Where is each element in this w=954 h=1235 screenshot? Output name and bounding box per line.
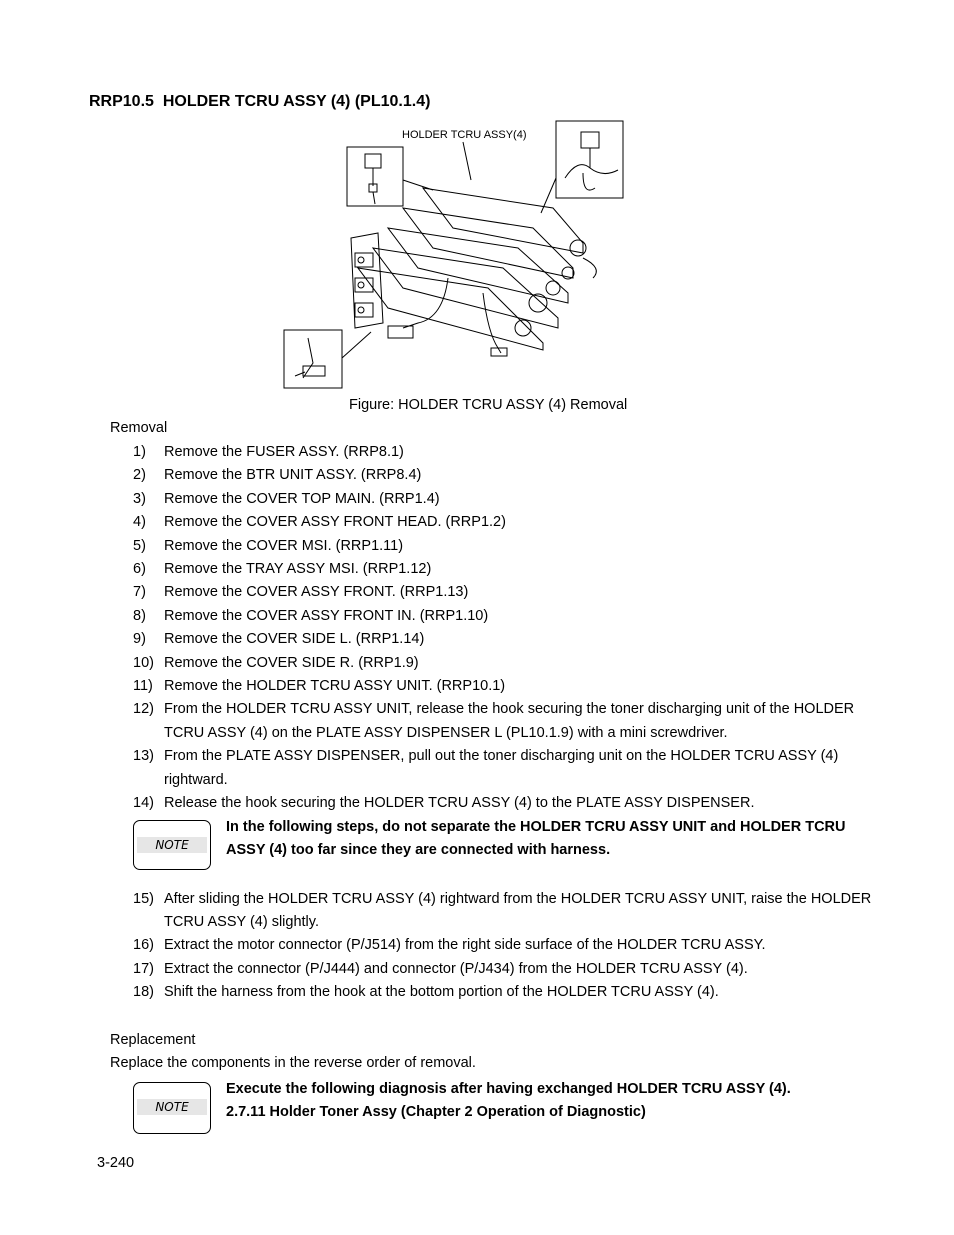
removal-step: 8) Remove the COVER ASSY FRONT IN. (RRP1.10) [133, 607, 489, 624]
removal-step: 4) Remove the COVER ASSY FRONT HEAD. (RRP1.2) [133, 514, 506, 531]
figure-callout-label: HOLDER TCRU ASSY(4) [402, 129, 527, 141]
removal-label: Removal [110, 420, 168, 436]
removal-step: 12) From the HOLDER TCRU ASSY UNIT, release the hook securing the toner discharging unit of the HOLDER TCRU ASSY (4) on the PLATE ASSY DISPENSER L (PL10.1.9) with a mini screwdriver. [133, 701, 855, 741]
note-badge [133, 820, 211, 870]
note-badge [133, 1082, 211, 1134]
removal-step: 13) From the PLATE ASSY DISPENSER, pull out the toner discharging unit on the HOLDER TCRU ASSY (4) rightward. [133, 748, 839, 788]
note-text-block [226, 1078, 866, 1125]
figure-caption: Figure: HOLDER TCRU ASSY (4) Removal [349, 397, 628, 413]
holder-tcru-assy-illustration [283, 118, 628, 390]
replacement-note [133, 1078, 873, 1138]
note-badge-label: NOTE [137, 1099, 207, 1115]
section-heading: RRP10.5 HOLDER TCRU ASSY (4) (PL10.1.4) [89, 93, 431, 110]
note-badge-label: NOTE [137, 837, 207, 853]
removal-steps-list [133, 441, 873, 1005]
removal-step: 7) Remove the COVER ASSY FRONT. (RRP1.13) [133, 584, 469, 601]
removal-step: 2) Remove the BTR UNIT ASSY. (RRP8.4) [133, 467, 422, 484]
replacement-text: Replace the components in the reverse order of removal. [110, 1055, 476, 1071]
note-line-1: Execute the following diagnosis after having exchanged HOLDER TCRU ASSY (4). [226, 1081, 791, 1097]
removal-step: 5) Remove the COVER MSI. (RRP1.11) [133, 537, 404, 554]
removal-step: 16) Extract the motor connector (P/J514) from the right side surface of the HOLDER TCRU ASSY. [133, 937, 766, 954]
removal-step: 18) Shift the harness from the hook at the bottom portion of the HOLDER TCRU ASSY (4). [133, 984, 719, 1001]
removal-step: 10) Remove the COVER SIDE R. (RRP1.9) [133, 654, 419, 671]
holder-tcru-assy-figure [283, 118, 628, 390]
removal-step: 11) Remove the HOLDER TCRU ASSY UNIT. (RRP10.1) [133, 678, 506, 695]
note-text: In the following steps, do not separate the HOLDER TCRU ASSY UNIT and HOLDER TCRU ASSY (4) too far since they are connected with harness. [226, 818, 846, 858]
page-number: 3-240 [97, 1155, 135, 1171]
note-line-2: 2.7.11 Holder Toner Assy (Chapter 2 Operation of Diagnostic) [226, 1104, 646, 1121]
removal-step: 1) Remove the FUSER ASSY. (RRP8.1) [133, 444, 404, 460]
removal-note [133, 816, 873, 888]
removal-step: 6) Remove the TRAY ASSY MSI. (RRP1.12) [133, 561, 432, 578]
removal-step: 17) Extract the connector (P/J444) and connector (P/J434) from the HOLDER TCRU ASSY (4). [133, 960, 748, 977]
removal-step: 9) Remove the COVER SIDE L. (RRP1.14) [133, 631, 425, 648]
removal-step: 15) After sliding the HOLDER TCRU ASSY (4) rightward from the HOLDER TCRU ASSY UNIT, raise the HOLDER TCRU ASSY (4) slightly. [133, 890, 872, 930]
removal-step: 14) Release the hook securing the HOLDER TCRU ASSY (4) to the PLATE ASSY DISPENSER. [133, 795, 755, 812]
replacement-label: Replacement [110, 1032, 196, 1048]
removal-step: 3) Remove the COVER TOP MAIN. (RRP1.4) [133, 490, 440, 507]
